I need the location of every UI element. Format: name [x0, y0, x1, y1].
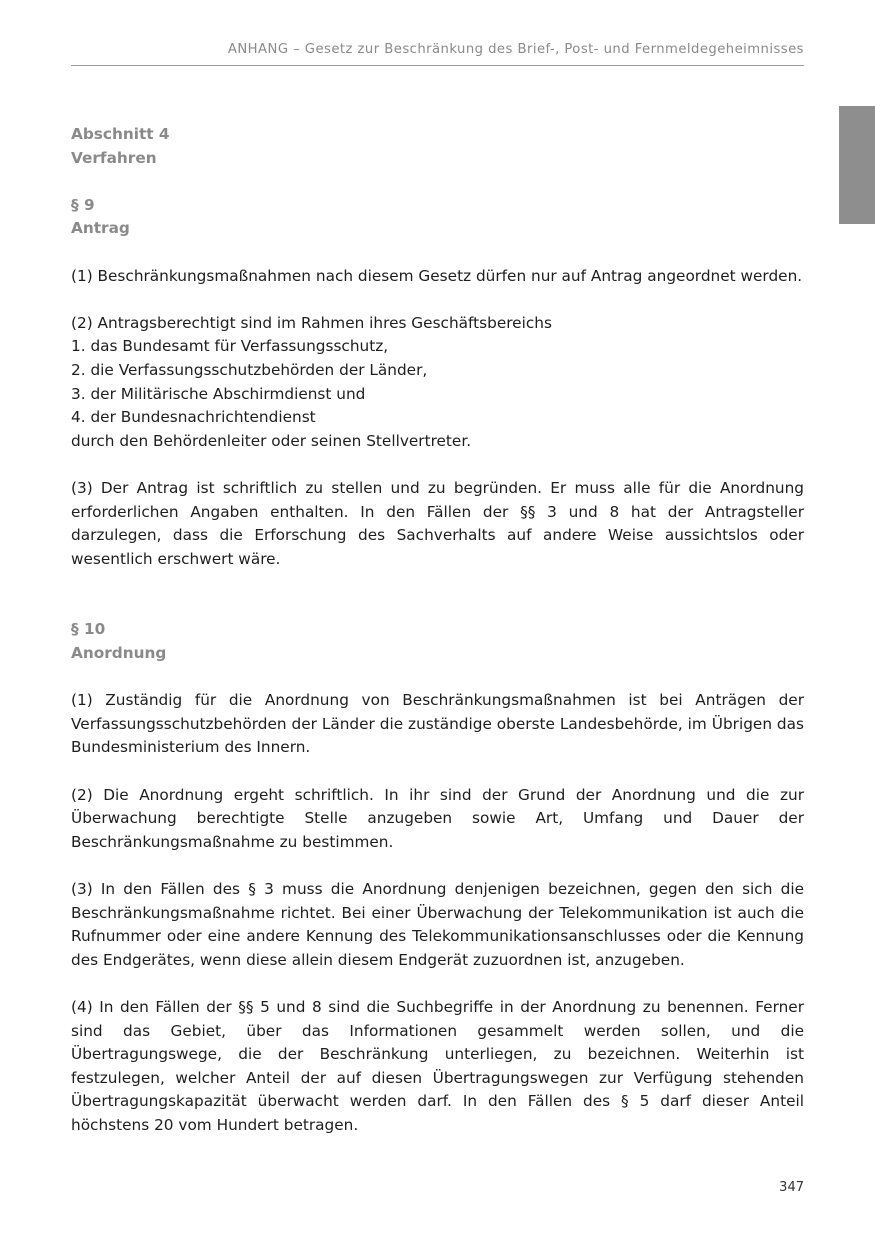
list-item: 3. der Militärische Abschirmdienst und — [71, 384, 366, 403]
header-rule — [71, 65, 804, 66]
spacer — [71, 170, 804, 194]
spacer — [71, 760, 804, 784]
paragraph-10-clause-2: (2) Die Anordnung ergeht schriftlich. In ihr sind der Grund der Anordnung und die zur Überwachung berechtigte Stelle anzugeben sowie Art, Umfang und Dauer der Beschränkungsmaßnahme zu bestimmen. — [71, 785, 804, 851]
page-content — [71, 123, 804, 1138]
spacer — [71, 854, 804, 878]
paragraph-10-clause-3: (3) In den Fällen des § 3 muss die Anordnung denjenigen bezeichnen, gegen den sich die Beschränkungsmaßnahme richtet. Bei einer Überwachung der Telekommunikation ist auch die Rufnummer oder eine andere Kennung des Telekommunikationsanschlusses oder die Kennung des Endgerätes, wenn diese allein diesem Endgerät zuzuordnen ist, anzugeben. — [71, 880, 804, 969]
paragraph-10-number: § 10 — [71, 620, 106, 639]
paragraph-9-title: Antrag — [71, 219, 130, 238]
section-subtitle: Verfahren — [71, 148, 157, 167]
spacer — [71, 666, 804, 690]
list-item: 4. der Bundesnachrichtendienst — [71, 408, 316, 427]
paragraph-10-clause-1: (1) Zuständig für die Anordnung von Beschränkungsmaßnahmen ist bei Anträgen der Verfassungsschutzbehörden der Länder die zuständige oberste Landesbehörde, im Übrigen das Bundesministerium des Innern. — [71, 691, 804, 757]
paragraph-9-clause-1: (1) Beschränkungsmaßnahmen nach diesem Gesetz dürfen nur auf Antrag angeordnet werden. — [71, 266, 803, 285]
spacer — [71, 972, 804, 996]
section-title: Abschnitt 4 — [71, 125, 170, 143]
spacer — [71, 571, 804, 618]
paragraph-9-clause-2-intro: (2) Antragsberechtigt sind im Rahmen ihres Geschäftsbereichs — [71, 313, 552, 332]
chapter-thumb-tab — [839, 106, 875, 224]
list-item: 1. das Bundesamt für Verfassungsschutz, — [71, 337, 389, 356]
paragraph-10-title: Anordnung — [71, 644, 167, 663]
paragraph-9-number: § 9 — [71, 195, 95, 214]
page-number: 347 — [779, 1180, 804, 1195]
paragraph-9-clause-2-outro: durch den Behördenleiter oder seinen Stellvertreter. — [71, 431, 472, 450]
spacer — [71, 453, 804, 477]
running-header: ANHANG – Gesetz zur Beschränkung des Brief-, Post- und Fernmeldegeheimnisses — [227, 42, 804, 57]
spacer — [71, 241, 804, 265]
paragraph-9-clause-3: (3) Der Antrag ist schriftlich zu stellen und zu begründen. Er muss alle für die Anordnung erforderlichen Angaben enthalten. In den Fällen der §§ 3 und 8 hat der Antragsteller darzulegen, dass die Erforschung des Sachverhalts auf andere Weise aussichtslos oder wesentlich erschwert wäre. — [71, 478, 804, 568]
authorized-agencies-list — [71, 335, 804, 429]
list-item: 2. die Verfassungsschutzbehörden der Länder, — [71, 360, 428, 379]
paragraph-10-clause-4: (4) In den Fällen der §§ 5 und 8 sind die Suchbegriffe in der Anordnung zu benennen. Ferner sind das Gebiet, über das Informationen gesammelt werden sollen, und die Übertragungswege, die der Beschränkung unterliegen, zu bezeichnen. Weiterhin ist festzulegen, welcher Anteil der auf diesen Übertragungswegen zur Verfügung stehenden Übertragungskapazität überwacht werden darf. In den Fällen des § 5 darf dieser Anteil höchstens 20 vom Hundert betragen. — [71, 997, 804, 1134]
spacer — [71, 288, 804, 312]
